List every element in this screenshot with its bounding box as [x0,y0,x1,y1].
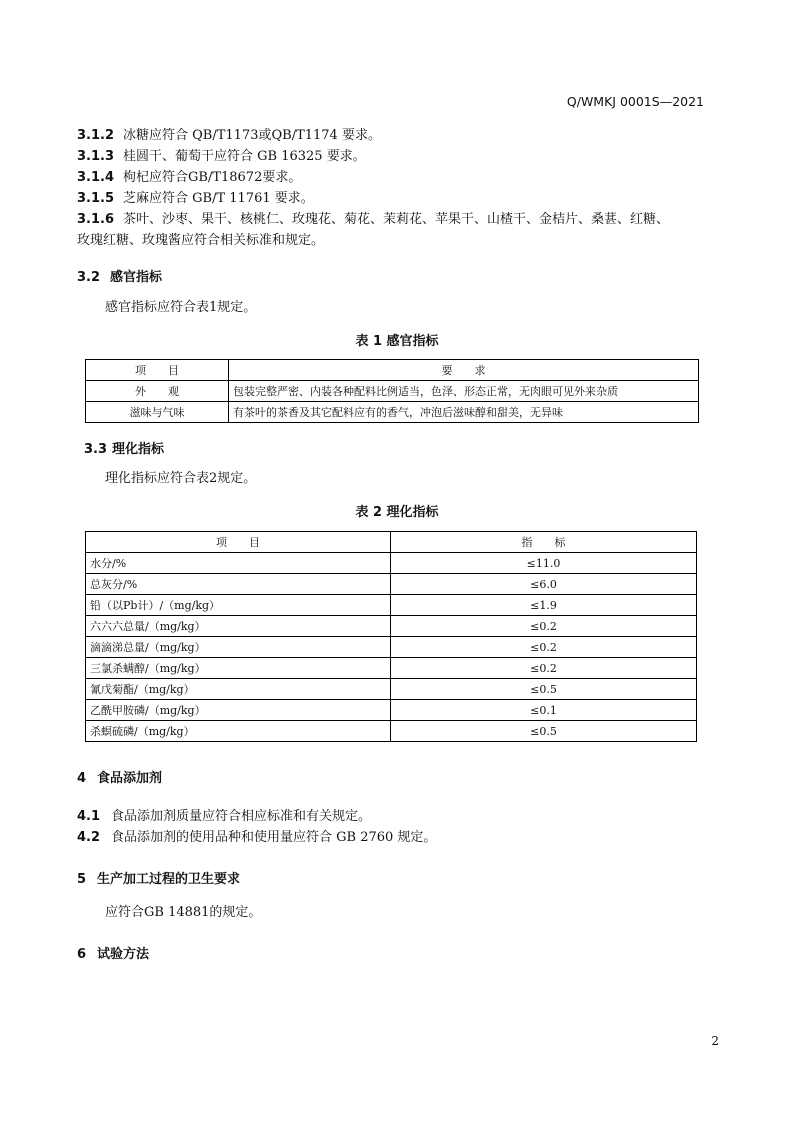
section-3-3-body: 理化指标应符合表2规定。 [105,471,257,486]
clause-4-2 [77,828,436,848]
table-header-cell: 指 标 [391,532,697,553]
table-cell: 乙酰甲胺磷/（mg/kg） [86,700,391,721]
table-cell: 总灰分/% [86,574,391,595]
table-row [86,402,699,423]
clause-text: 桂圆干、葡萄干应符合 GB 16325 要求。 [123,149,366,164]
section-title: 食品添加剂 [97,771,163,786]
table-cell: 滴滴涕总量/（mg/kg） [86,637,391,658]
clause-text: 茶叶、沙枣、果干、核桃仁、玫瑰花、菊花、茉莉花、苹果干、山楂干、金桔片、桑葚、红糖、 [123,212,670,227]
table-cell: 包装完整严密、内装各种配料比例适当，色泽、形态正常，无肉眼可见外来杂质 [229,381,699,402]
clause-3-1-6 [77,210,669,230]
table1-title: 表 1 感官指标 [355,334,439,349]
clause-number: 3.1.4 [77,170,115,185]
clause-text: 枸杞应符合GB/T18672要求。 [123,170,302,185]
clause-3-1-2 [77,126,381,146]
table2-title: 表 2 理化指标 [355,505,439,520]
table-header-cell: 项 目 [86,532,391,553]
clause-text: 食品添加剂质量应符合相应标准和有关规定。 [111,809,372,824]
section-number: 5 [77,872,87,887]
table-row [86,574,697,595]
clause-text: 冰糖应符合 QB/T1173或QB/T1174 要求。 [123,128,381,143]
clause-3-1-5 [77,189,314,209]
table-cell: 六六六总量/（mg/kg） [86,616,391,637]
section-heading-6 [77,943,149,962]
table-cell: 三氯杀螨醇/（mg/kg） [86,658,391,679]
page-number: 2 [711,1034,719,1048]
table-cell: 氰戊菊酯/（mg/kg） [86,679,391,700]
section-title: 理化指标 [112,442,165,457]
table-header-cell: 要 求 [229,360,699,381]
section-5-body: 应符合GB 14881的规定。 [105,905,262,920]
section-title: 试验方法 [97,947,150,962]
table-row [86,700,697,721]
table-row [86,381,699,402]
table1-sensory [85,359,699,423]
table-row [86,637,697,658]
clause-3-1-4 [77,168,301,188]
section-3-2-body: 感官指标应符合表1规定。 [105,300,257,315]
table-cell: ≤0.1 [391,700,697,721]
table-header-row [86,532,697,553]
table-cell: 滋味与气味 [86,402,229,423]
table-cell: ≤6.0 [391,574,697,595]
table-cell: ≤11.0 [391,553,697,574]
section-heading-4 [77,767,162,786]
clause-number: 4.1 [77,809,101,824]
table-cell: 外 观 [86,381,229,402]
table-cell: ≤0.2 [391,658,697,679]
table-cell: ≤0.2 [391,637,697,658]
clause-4-1 [77,807,371,827]
table-row [86,595,697,616]
section-title: 感官指标 [110,270,163,285]
clause-3-1-3 [77,147,366,167]
table-row [86,553,697,574]
section-heading-5 [77,868,240,887]
clause-number: 4.2 [77,830,101,845]
table-cell: ≤1.9 [391,595,697,616]
table-cell: 有茶叶的茶香及其它配料应有的香气，冲泡后滋味醇和甜美，无异味 [229,402,699,423]
section-number: 3.2 [77,270,101,285]
table-row [86,721,697,742]
document-code: Q/WMKJ 0001S—2021 [566,94,704,109]
clause-3-1-6-continued: 玫瑰红糖、玫瑰酱应符合相关标准和规定。 [77,233,325,248]
table-cell: 铅（以Pb计）/（mg/kg） [86,595,391,616]
section-number: 6 [77,947,87,962]
clause-number: 3.1.5 [77,191,115,206]
table-cell: ≤0.5 [391,721,697,742]
table-cell: 水分/% [86,553,391,574]
table-cell: ≤0.2 [391,616,697,637]
table-row [86,679,697,700]
section-title: 生产加工过程的卫生要求 [97,872,241,887]
section-heading-3-3 [84,438,164,457]
clause-number: 3.1.3 [77,149,115,164]
clause-text: 食品添加剂的使用品种和使用量应符合 GB 2760 规定。 [111,830,437,845]
table-row [86,616,697,637]
clause-number: 3.1.2 [77,128,115,143]
clause-number: 3.1.6 [77,212,115,227]
section-number: 4 [77,771,87,786]
table2-physicochemical [85,531,697,742]
table-row [86,658,697,679]
table-cell: 杀螟硫磷/（mg/kg） [86,721,391,742]
table-cell: ≤0.5 [391,679,697,700]
table-header-cell: 项 目 [86,360,229,381]
section-heading-3-2 [77,266,162,285]
clause-text: 芝麻应符合 GB/T 11761 要求。 [123,191,314,206]
table-header-row [86,360,699,381]
section-number: 3.3 [84,442,108,457]
